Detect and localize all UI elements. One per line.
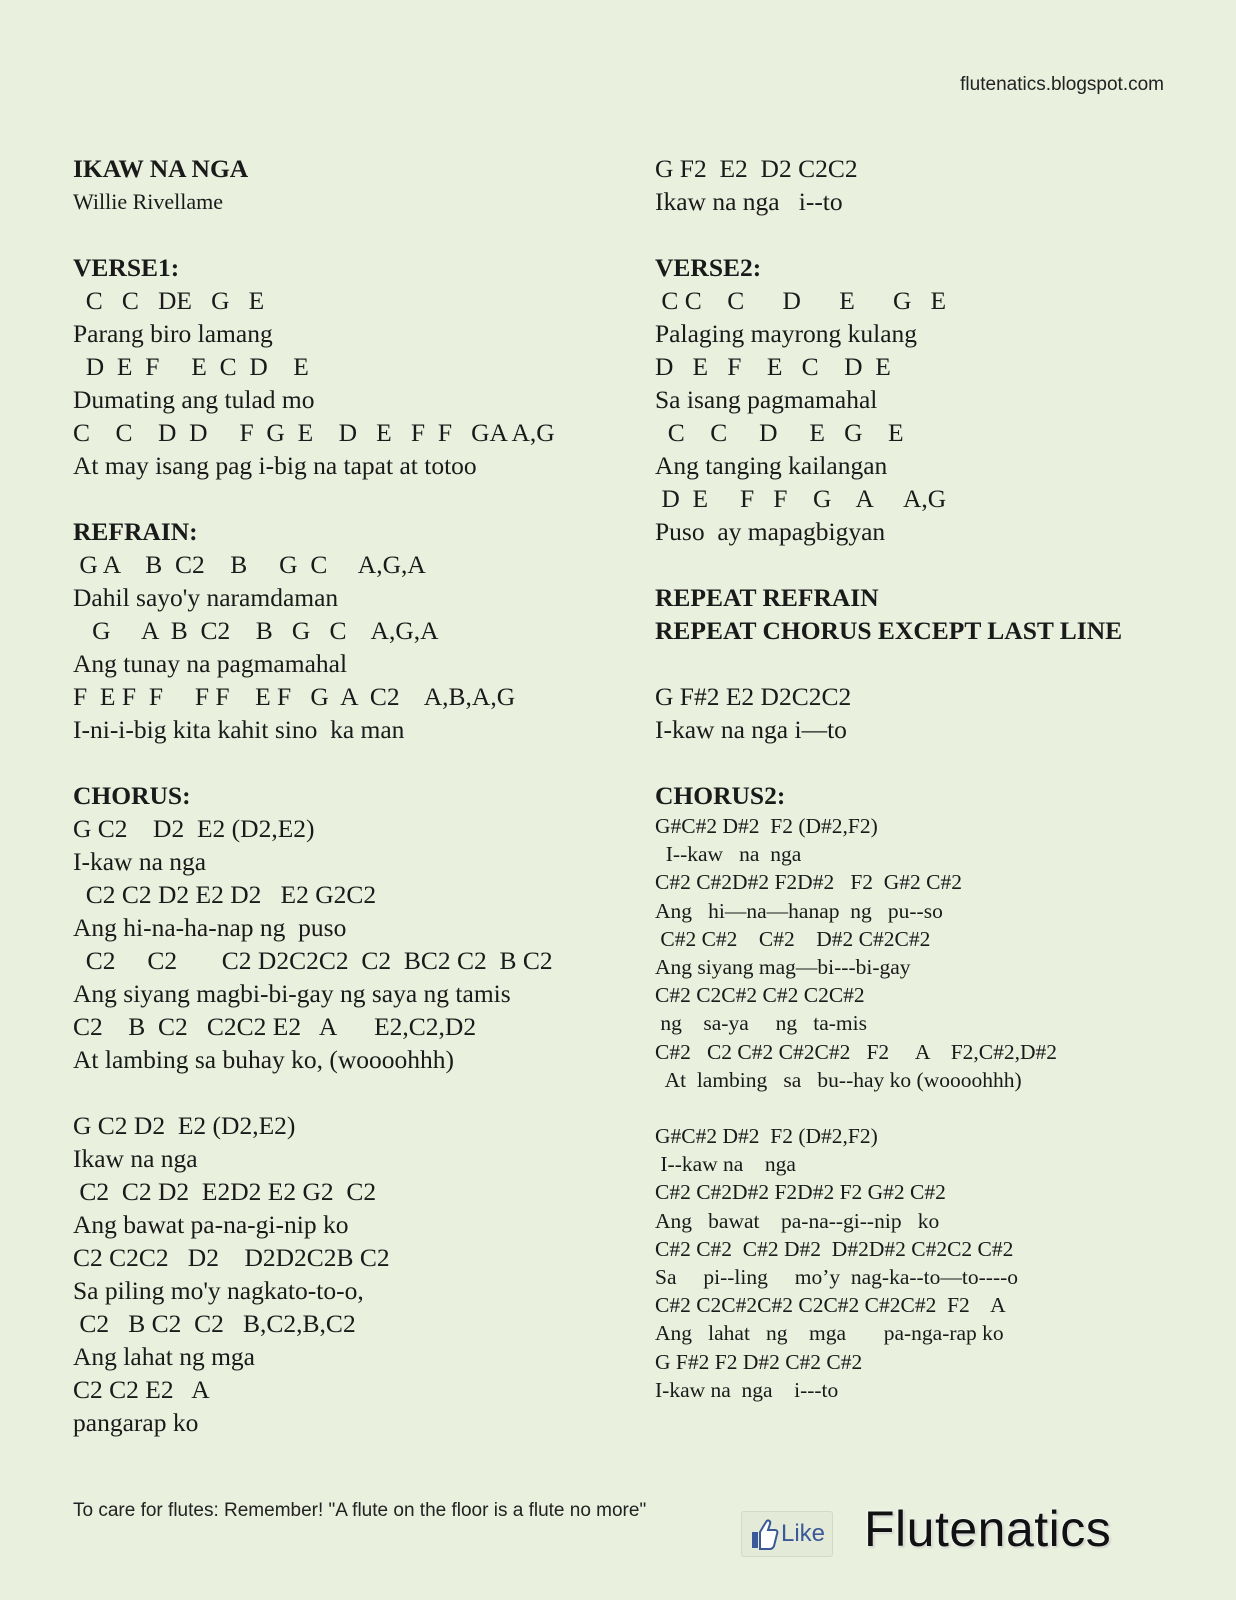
- lyric-line: Sa isang pagmamahal: [655, 385, 878, 414]
- note-line: C#2 C#2 C#2 D#2 D#2D#2 C#2C2 C#2: [655, 1236, 1014, 1261]
- note-line: C C C D E G E: [655, 286, 947, 315]
- lyric-line: I--kaw na nga: [655, 842, 802, 867]
- note-line: C C DE G E: [73, 286, 265, 315]
- verse1-lines: [73, 284, 633, 482]
- lyric-line: At lambing sa buhay ko, (woooohhh): [73, 1045, 455, 1074]
- repeat-refrain: REPEAT REFRAIN: [655, 583, 879, 612]
- note-line: C C D D F G E D E F F GA A,G: [73, 418, 555, 447]
- song-author: Willie Rivellame: [73, 189, 224, 214]
- verse2-heading: VERSE2:: [655, 253, 762, 282]
- note-line: C2 C2 E2 A: [73, 1375, 210, 1404]
- lyric-line: Puso ay mapagbigyan: [655, 517, 886, 546]
- lyric-line: I-kaw na nga i---to: [655, 1377, 839, 1402]
- lyric-line: Ang lahat ng mga: [73, 1342, 255, 1371]
- note-line: C2 C2 D2 E2 D2 E2 G2C2: [73, 880, 377, 909]
- chorus2-second-part: [655, 1122, 1195, 1404]
- note-line: G#C#2 D#2 F2 (D#2,F2): [655, 1124, 878, 1149]
- lyric-line: I-kaw na nga i—to: [655, 715, 847, 744]
- repeat-chorus: REPEAT CHORUS EXCEPT LAST LINE: [655, 616, 1123, 645]
- like-label: Like: [780, 1520, 826, 1547]
- note-line: C2 B C2 C2 B,C2,B,C2: [73, 1309, 356, 1338]
- note-line: C#2 C2 C#2 C#2C#2 F2 A F2,C#2,D#2: [655, 1039, 1058, 1064]
- note-line: D E F E C D E: [73, 352, 309, 381]
- lyric-line: Sa pi--ling mo’y nag-ka--to—to----o: [655, 1265, 1019, 1289]
- note-line: C#2 C2C#2 C#2 C2C#2: [655, 983, 865, 1008]
- lyric-line: I--kaw na nga: [655, 1152, 796, 1177]
- song-title: IKAW NA NGA: [73, 154, 249, 183]
- lyric-line: Ang hi—na—hanap ng pu--so: [655, 898, 943, 923]
- lyric-line: Dumating ang tulad mo: [73, 385, 315, 414]
- lyric-line: Parang biro lamang: [73, 319, 273, 348]
- note-line: G C2 D2 E2 (D2,E2): [73, 814, 315, 843]
- chorus-lines: [73, 812, 633, 1076]
- note-line: G F2 E2 D2 C2C2: [655, 154, 858, 183]
- ending-lines: [655, 152, 1195, 218]
- left-column: [73, 152, 633, 1439]
- note-line: C#2 C#2 C#2 D#2 C#2C#2: [655, 926, 931, 951]
- note-line: F E F F F F E F G A C2 A,B,A,G: [73, 682, 516, 711]
- lyric-line: At lambing sa bu--hay ko (woooohhh): [655, 1067, 1022, 1092]
- note-line: G F#2 E2 D2C2C2: [655, 682, 852, 711]
- note-line: C2 C2 D2 E2D2 E2 G2 C2: [73, 1177, 377, 1206]
- lyric-line: Sa piling mo'y nagkato-to-o,: [73, 1276, 364, 1305]
- brand-logo: Flutenatics: [864, 1501, 1112, 1557]
- lyric-line: Ang bawat pa-na-gi-nip ko: [73, 1210, 349, 1239]
- like-button[interactable]: [741, 1511, 833, 1557]
- lyric-line: Dahil sayo'y naramdaman: [73, 583, 339, 612]
- lyric-line: Ikaw na nga i--to: [655, 187, 843, 216]
- final-lines: [655, 680, 1195, 746]
- note-line: C#2 C#2D#2 F2D#2 F2 G#2 C#2: [655, 1180, 946, 1205]
- lyric-line: Ang tunay na pagmamahal: [73, 649, 348, 678]
- lyric-line: ng sa-ya ng ta-mis: [655, 1011, 867, 1036]
- note-line: D E F F G A A,G: [655, 484, 947, 513]
- note-line: G#C#2 D#2 F2 (D#2,F2): [655, 814, 878, 838]
- note-line: G F#2 F2 D#2 C#2 C#2: [655, 1349, 863, 1374]
- lyric-line: Palaging mayrong kulang: [655, 319, 918, 348]
- chorus-heading: CHORUS:: [73, 781, 191, 810]
- lyric-line: Ang tanging kailangan: [655, 451, 888, 480]
- lyric-line: pangarap ko: [73, 1408, 199, 1437]
- lyric-line: Ang siyang mag—bi---bi-gay: [655, 954, 911, 979]
- chorus2-lines: [655, 812, 1195, 1094]
- chorus-second-part: [73, 1109, 633, 1439]
- lyric-line: At may isang pag i-big na tapat at totoo: [73, 451, 477, 480]
- lyric-line: I-kaw na nga: [73, 847, 207, 876]
- note-line: D E F E C D E: [655, 352, 891, 381]
- note-line: C C D E G E: [655, 418, 904, 447]
- lyric-line: Ikaw na nga: [73, 1144, 198, 1173]
- lyric-line: Ang siyang magbi-bi-gay ng saya ng tamis: [73, 979, 511, 1008]
- lyric-line: Ang bawat pa-na--gi--nip ko: [655, 1208, 940, 1233]
- lyric-line: I-ni-i-big kita kahit sino ka man: [73, 715, 405, 744]
- verse2-lines: [655, 284, 1195, 548]
- note-line: G A B C2 B G C A,G,A: [73, 616, 439, 645]
- refrain-heading: REFRAIN:: [73, 517, 198, 546]
- right-column: [655, 152, 1195, 1404]
- note-line: G C2 D2 E2 (D2,E2): [73, 1111, 296, 1140]
- lyric-line: Ang hi-na-ha-nap ng puso: [73, 913, 347, 942]
- chorus2-heading: CHORUS2:: [655, 781, 786, 810]
- note-line: G A B C2 B G C A,G,A: [73, 550, 426, 579]
- site-url: flutenatics.blogspot.com: [960, 74, 1164, 95]
- note-line: C#2 C2C#2C#2 C2C#2 C#2C#2 F2 A: [655, 1293, 1006, 1318]
- lyric-line: Ang lahat ng mga pa-nga-rap ko: [655, 1321, 1004, 1346]
- note-line: C2 B C2 C2C2 E2 A E2,C2,D2: [73, 1012, 477, 1041]
- refrain-lines: [73, 548, 633, 746]
- thumbs-up-icon: [749, 1517, 779, 1551]
- footer-note: To care for flutes: Remember! "A flute on the floor is a flute no more": [73, 1500, 647, 1521]
- verse1-heading: VERSE1:: [73, 253, 180, 282]
- note-line: C#2 C#2D#2 F2D#2 F2 G#2 C#2: [655, 870, 963, 895]
- note-line: C2 C2C2 D2 D2D2C2B C2: [73, 1243, 390, 1272]
- note-line: C2 C2 C2 D2C2C2 C2 BC2 C2 B C2: [73, 946, 553, 975]
